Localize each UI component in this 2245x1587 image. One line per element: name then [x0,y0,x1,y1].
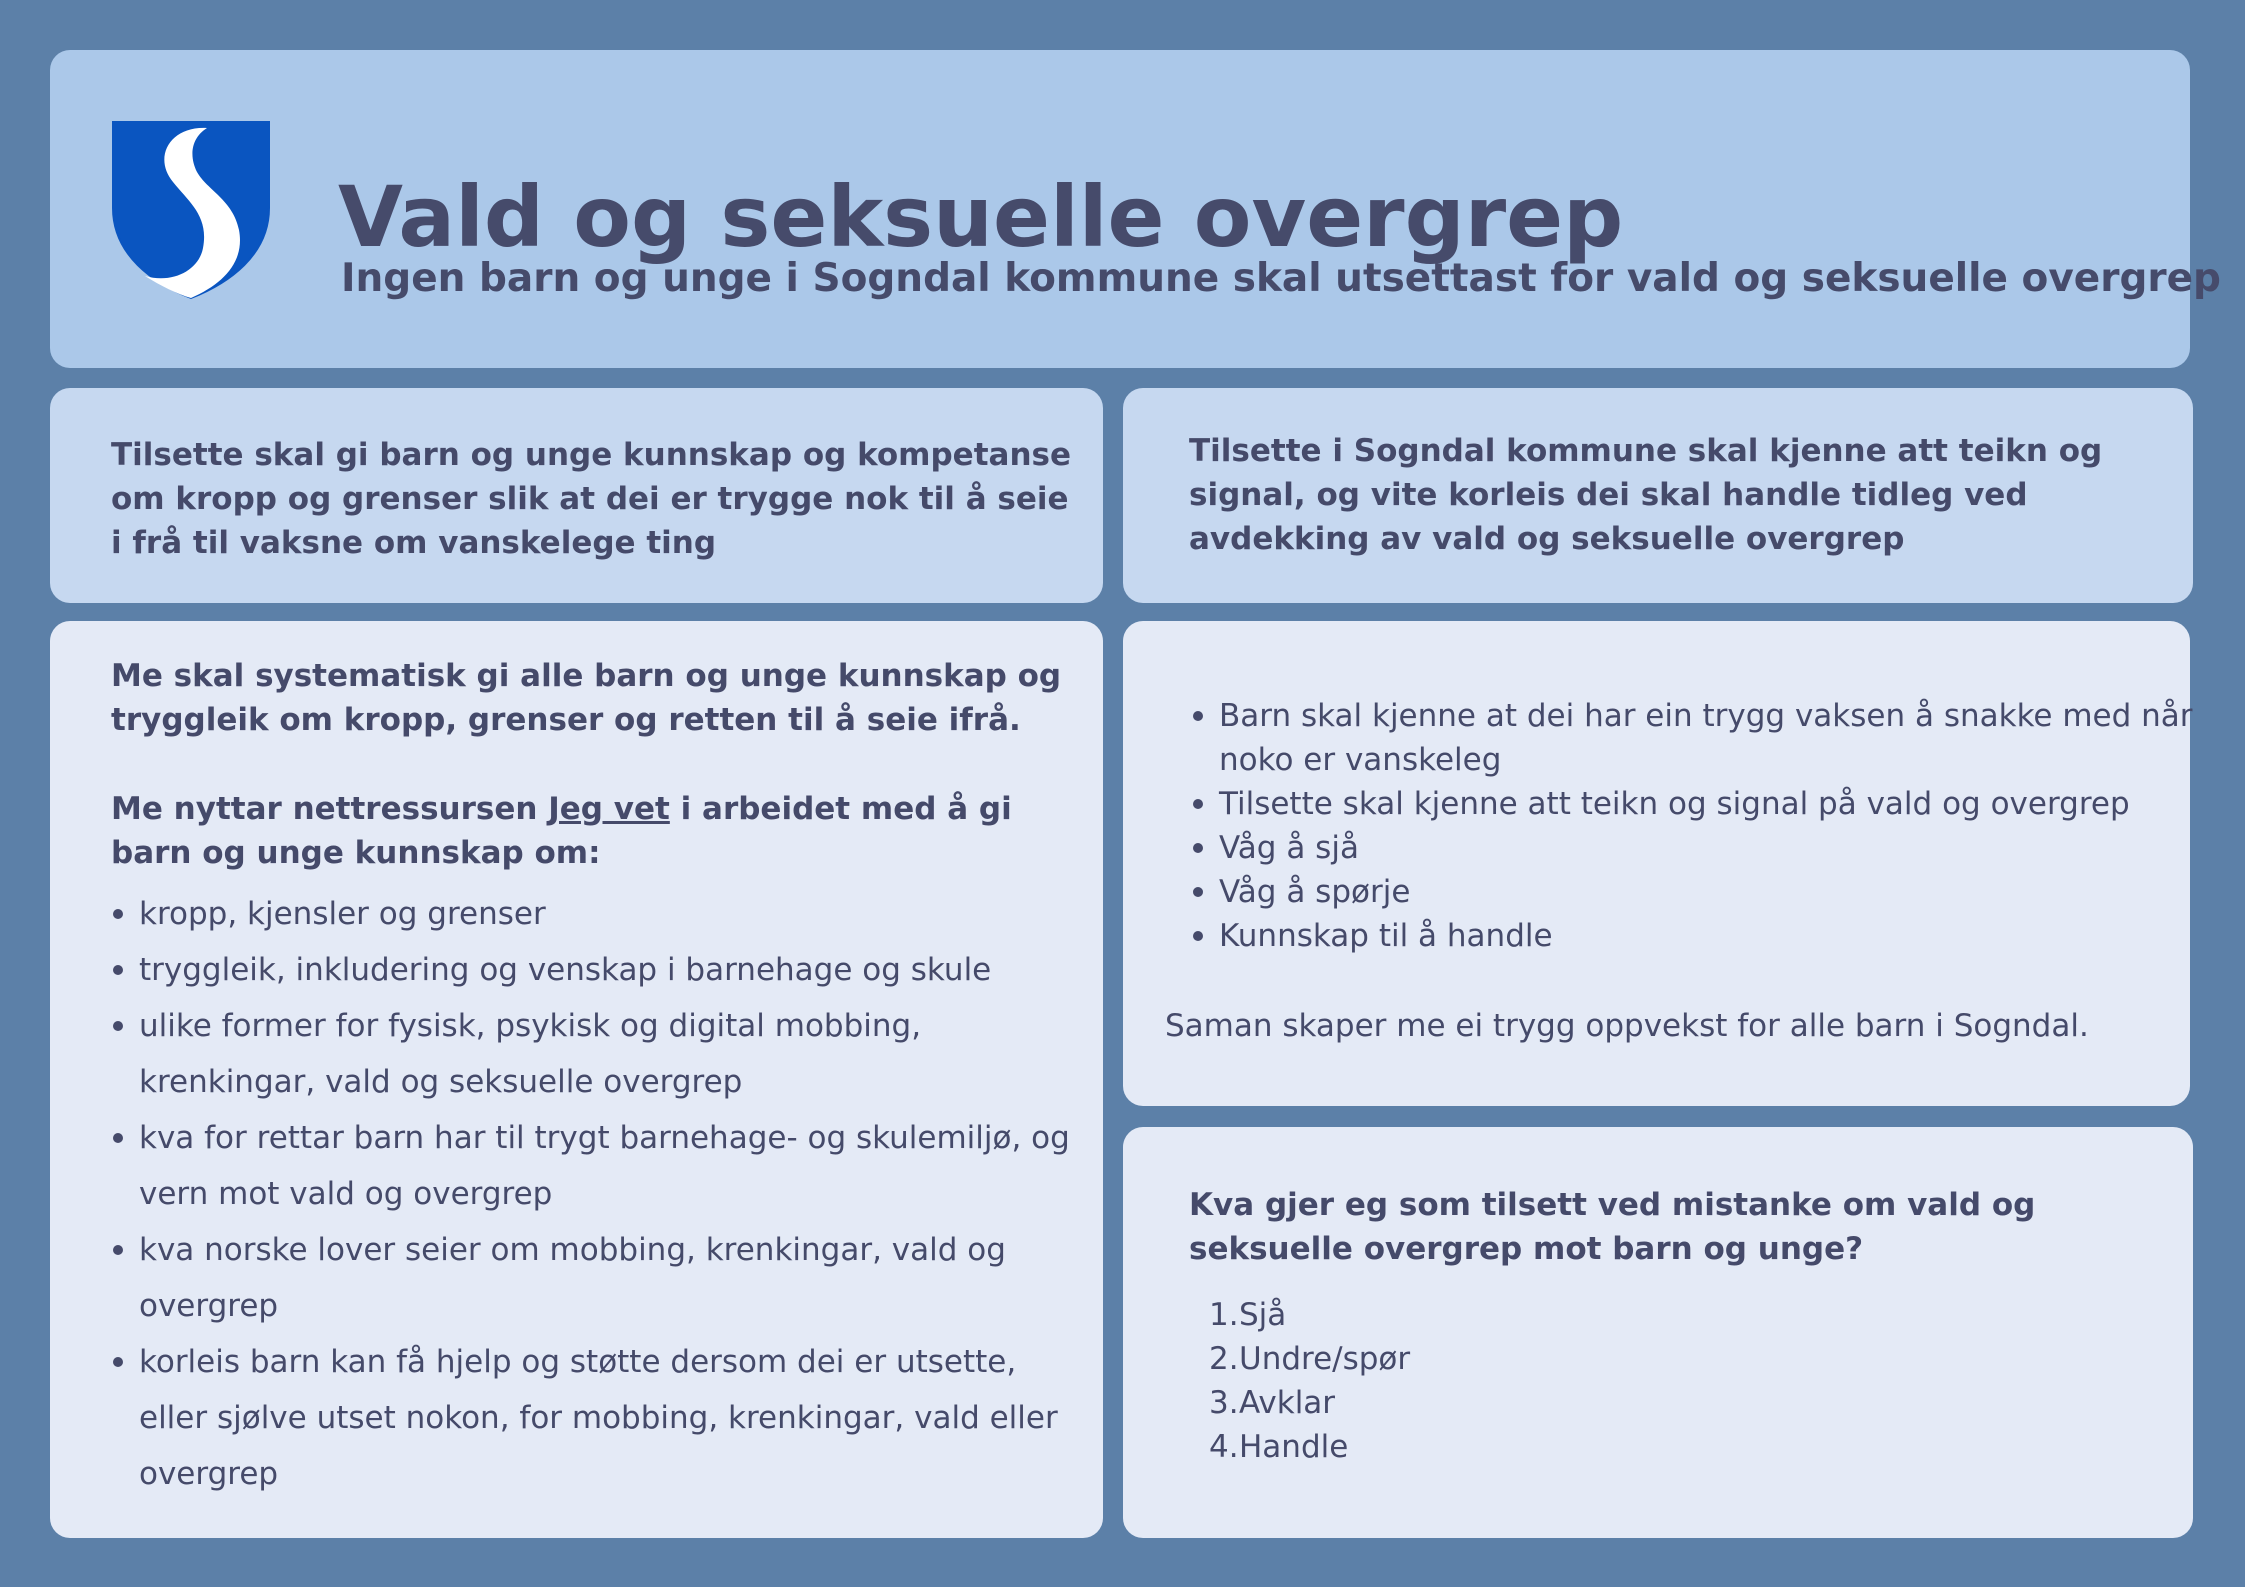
page-title: Vald og seksuelle overgrep [338,168,1624,266]
sogndal-crest-icon [111,120,271,300]
action-question: Kva gjer eg som tilsett ved mistanke om vald og seksuelle overgrep mot barn og unge? [1189,1187,2036,1267]
resource-suffix: i arbeidet med å gi barn og unge kunnskap om: [111,791,1012,871]
page-subtitle: Ingen barn og unge i Sogndal kommune skal utsettast for vald og seksuelle overgrep [341,256,2221,301]
topic-item: kropp, kjensler og grenser [139,886,546,942]
topic-item: kva for rettar barn har til trygt barnehage- og skulemiljø, og vern mot vald og overgrep [139,1110,1070,1222]
resource-prefix: Me nyttar nettressursen [111,791,549,827]
step-item: 1.Sjå [1209,1297,1287,1333]
step-item: 2.Undre/spør [1209,1341,1411,1377]
principles-card [1123,621,2193,1106]
principle-item: Tilsette skal kjenne att teikn og signal på vald og overgrep [1219,782,2130,826]
action-steps-card [1123,1127,2193,1538]
step-item: 4.Handle [1209,1429,1349,1465]
closing-statement: Saman skaper me ei trygg oppvekst for alle barn i Sogndal. [1165,1008,2089,1044]
principle-item: Barn skal kjenne at dei har ein trygg vaksen å snakke med når noko er vanskeleg [1219,694,2193,782]
topic-item: korleis barn kan få hjelp og støtte dersom dei er utsette, eller sjølve utset nokon, for mobbing, krenkingar, vald eller overgrep [139,1334,1058,1502]
header-banner [50,50,2221,368]
staff-goal-text: Tilsette skal gi barn og unge kunnskap og kompetanse om kropp og grenser slik at dei er trygge nok til å seie i frå til vaksne om vanskelege ting [111,437,1071,561]
principle-item: Kunnskap til å handle [1219,914,1553,958]
principle-item: Våg å sjå [1219,826,1359,870]
knowledge-intro: Me skal systematisk gi alle barn og unge kunnskap og tryggleik om kropp, grenser og retten til å seie ifrå. [111,658,1062,738]
topic-item: tryggleik, inkludering og venskap i barnehage og skule [139,942,991,998]
recognition-goal-text: Tilsette i Sogndal kommune skal kjenne att teikn og signal, og vite korleis dei skal handle tidleg ved avdekking av vald og seksuelle overgrep [1189,433,2103,557]
resource-paragraph [111,787,1071,875]
staff-goal-card [50,388,1103,603]
topic-item: kva norske lover seier om mobbing, krenkingar, vald og overgrep [139,1222,1006,1334]
knowledge-card [50,621,1103,1538]
topic-item: ulike former for fysisk, psykisk og digital mobbing, krenkingar, vald og seksuelle overgrep [139,998,921,1110]
recognition-goal-card [1123,388,2193,603]
jeg-vet-link[interactable]: Jeg vet [548,791,670,827]
step-item: 3.Avklar [1209,1385,1336,1421]
principle-item: Våg å spørje [1219,870,1410,914]
